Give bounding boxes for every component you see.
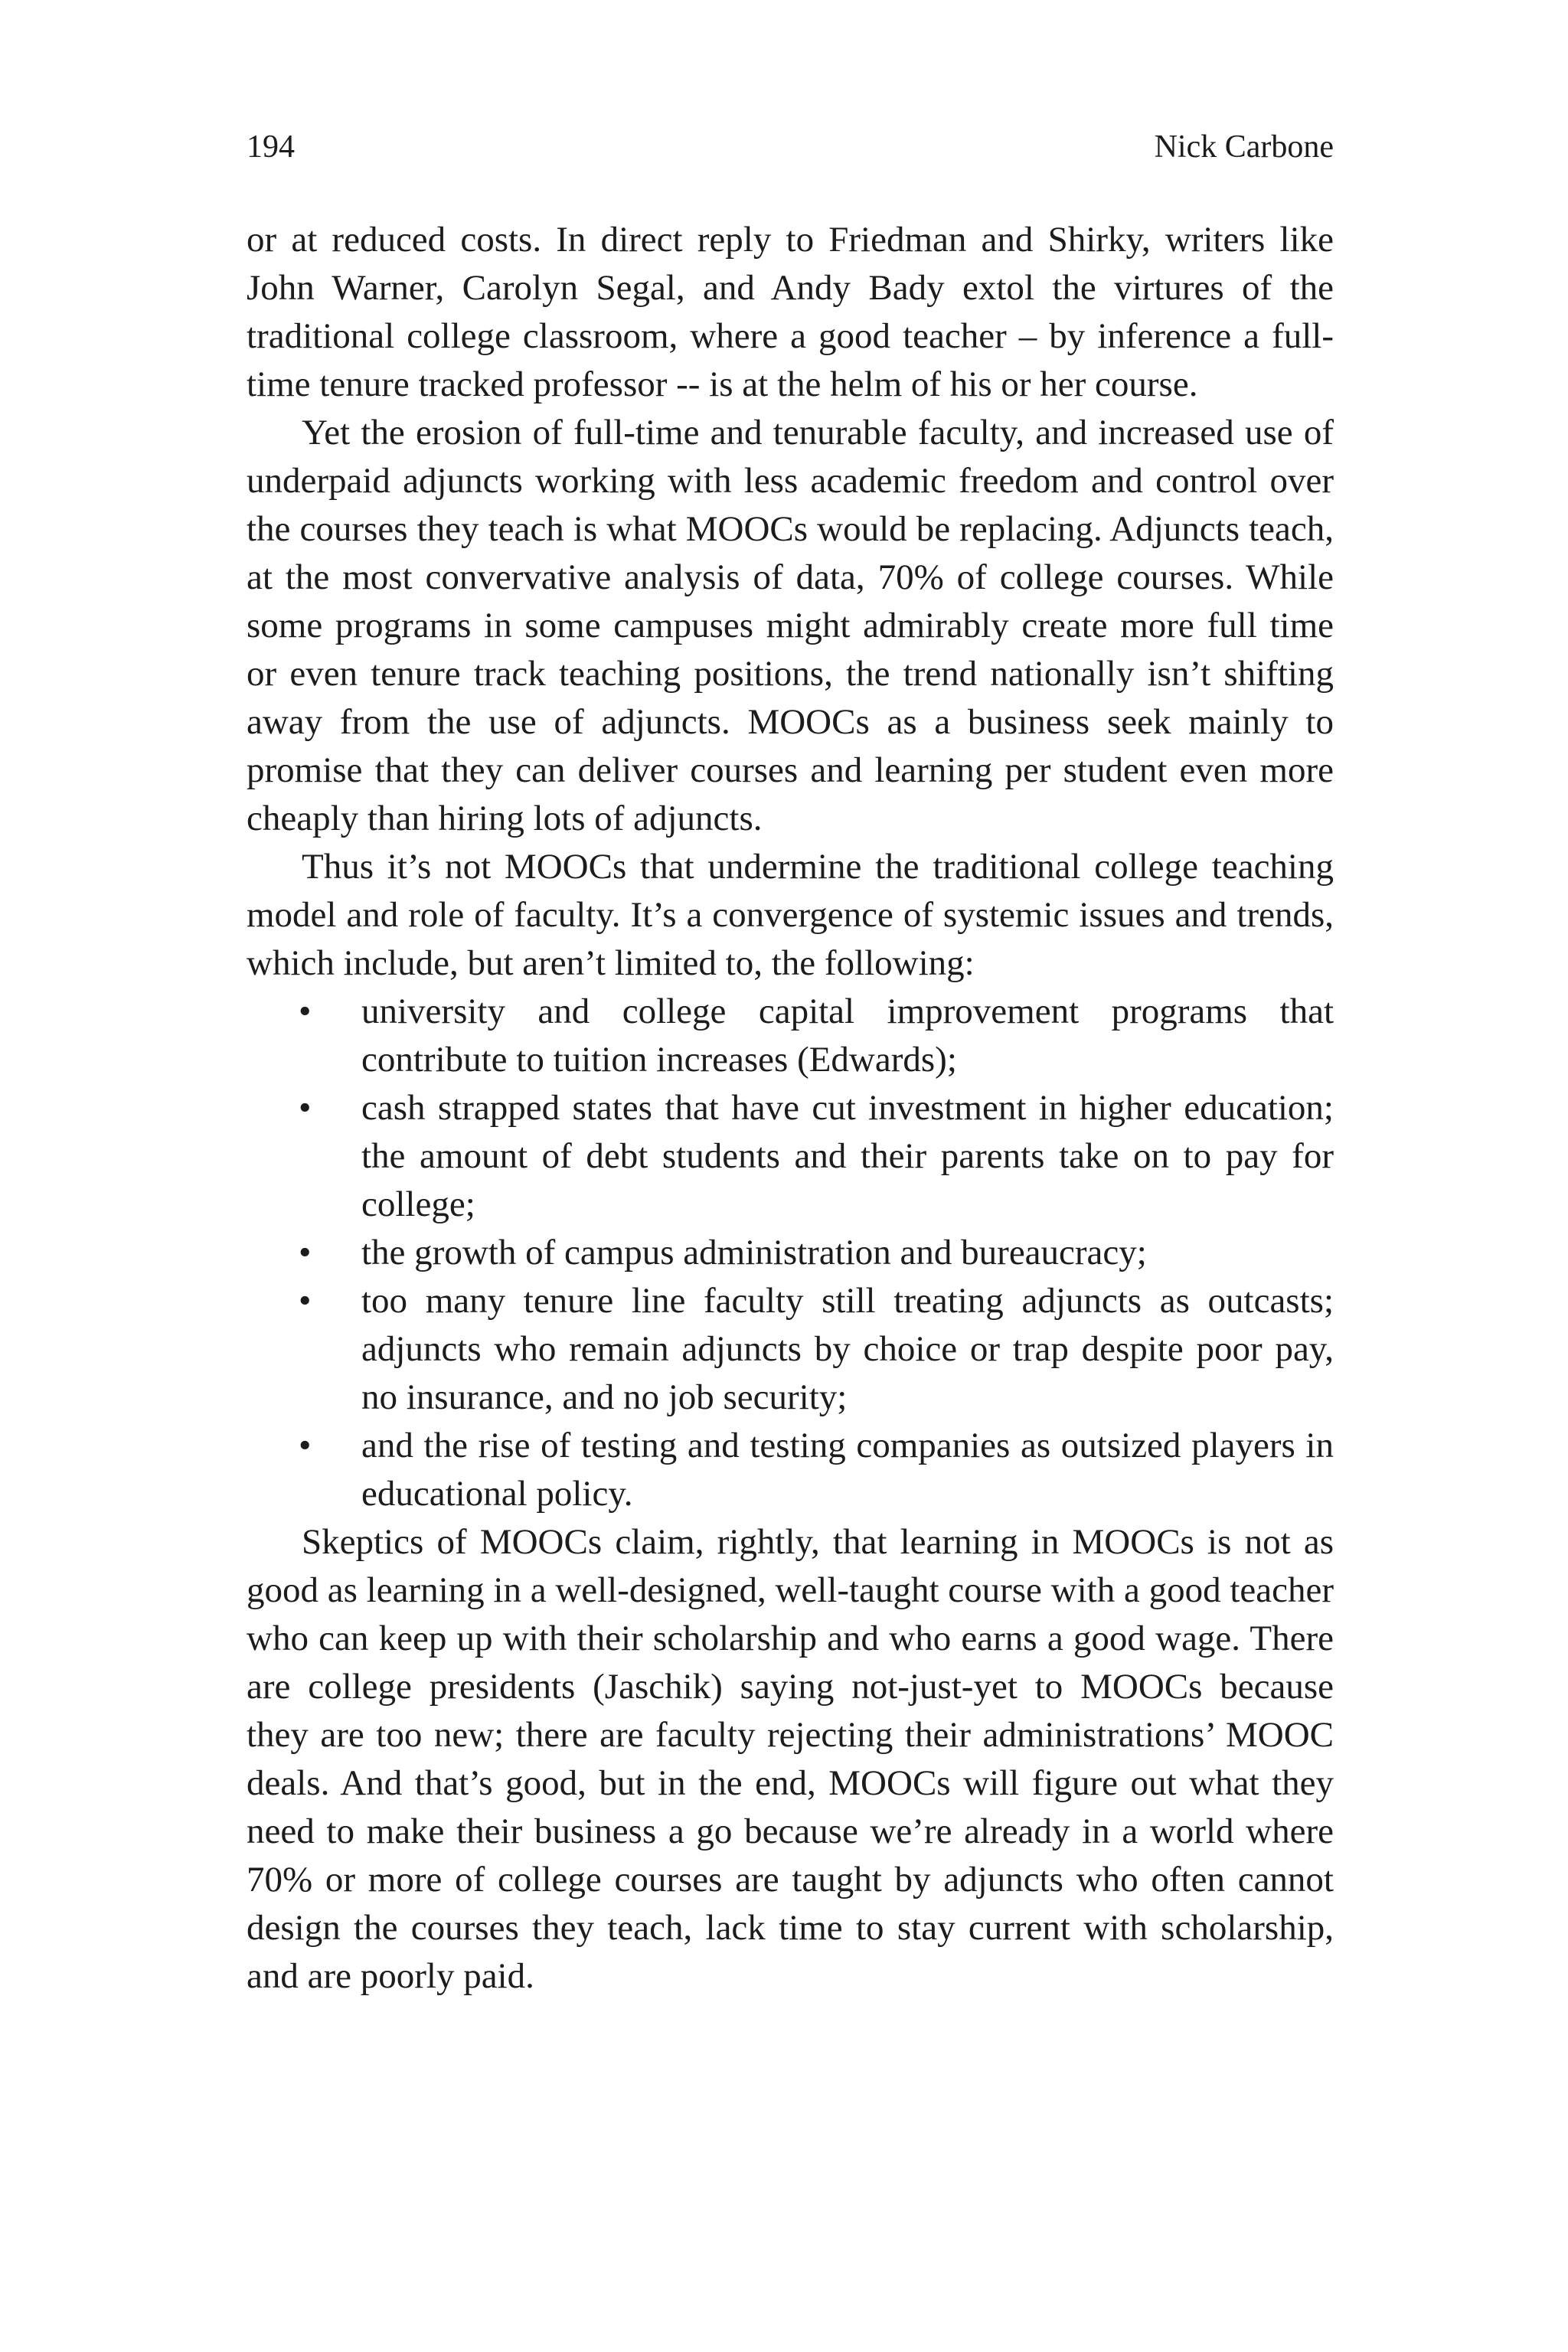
paragraph: Skeptics of MOOCs claim, rightly, that learning in MOOCs is not as good as learning in a well-designed, well-taught course with a good teacher who can keep up with their scholarship and who earns a good wage. There are college presidents (Jaschik) saying not-just-yet to MOOCs because they are too new; there are faculty rejecting their administrations’ MOOC deals. And that’s good, but in the end, MOOCs will figure out what they need to make their business a go because we’re already in a world where 70% or more of college courses are taught by adjuncts who often cannot design the courses they teach, lack time to stay current with scholarship, and are poorly paid. <box>247 1522 1334 1996</box>
bullet-text: and the rise of testing and testing companies as outsized players in educational policy. <box>361 1426 1334 1514</box>
bullet-text: cash strapped states that have cut investment in higher education; the amount of debt students and their parents take on to pay for college; <box>361 1088 1334 1224</box>
paragraph: Yet the erosion of full-time and tenurable faculty, and increased use of underpaid adjuncts working with less academic freedom and control over the courses they teach is what MOOCs would be replacing. Adjuncts teach, at the most convervative analysis of data, 70% of college courses. While some programs in some campuses might admirably create more full time or even tenure track teaching positions, the trend nationally isn’t shifting away from the use of adjuncts. MOOCs as a business seek mainly to promise that they can deliver courses and learning per student even more cheaply than hiring lots of adjuncts. <box>247 413 1334 838</box>
bullet-item <box>247 1084 1334 1229</box>
bullet-item <box>247 1229 1334 1277</box>
bullet-item <box>247 1422 1334 1518</box>
bullet-icon: • <box>299 1281 312 1321</box>
bullet-list <box>247 988 1334 1518</box>
bullet-icon: • <box>299 1088 312 1128</box>
bullet-item <box>247 1277 1334 1422</box>
bullet-item <box>247 988 1334 1084</box>
page-number: 194 <box>247 129 295 165</box>
running-head <box>247 124 1334 170</box>
paragraph-continued: or at reduced costs. In direct reply to Friedman and Shirky, writers like John Warner, Carolyn Segal, and Andy Bady extol the virtures of the traditional college classroom, where a good teacher – by inference a full-time tenure tracked professor -- is at the helm of his or her course. <box>247 220 1334 404</box>
bullet-icon: • <box>299 991 312 1031</box>
bullet-icon: • <box>299 1233 312 1272</box>
bullet-text: university and college capital improvement programs that contribute to tuition increases (Edwards); <box>361 991 1334 1080</box>
running-head-author: Nick Carbone <box>1154 129 1334 165</box>
body-text <box>247 216 1334 2001</box>
paragraph: Thus it’s not MOOCs that undermine the traditional college teaching model and role of faculty. It’s a convergence of systemic issues and trends, which include, but aren’t limited to, the following: <box>247 847 1334 983</box>
bullet-icon: • <box>299 1426 312 1465</box>
bullet-text: too many tenure line faculty still treating adjuncts as outcasts; adjuncts who remain adjuncts by choice or trap despite poor pay, no insurance, and no job security; <box>361 1281 1334 1417</box>
bullet-text: the growth of campus administration and bureaucracy; <box>361 1233 1147 1272</box>
